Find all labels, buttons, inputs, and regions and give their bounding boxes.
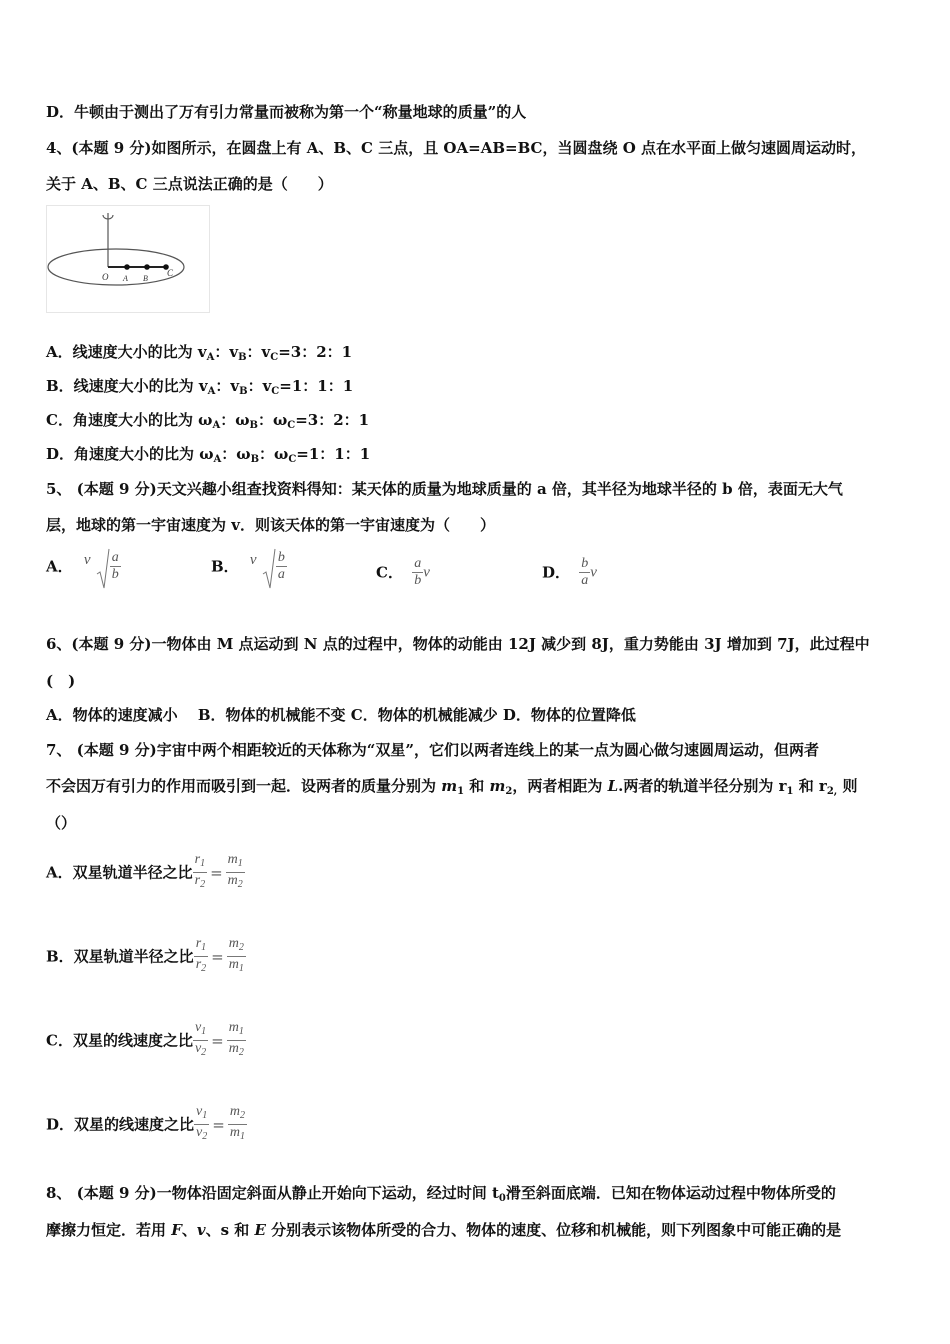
label-a: A xyxy=(123,274,128,283)
q4-option-d: D．角速度大小的比为 $\omega_A$：$\omega_B$：$\omega_C=1$：1：1 xyxy=(46,445,371,465)
q4-option-b: B．线速度大小的比为 $v_A$：$v_B$：$v_C=1$：1：1 xyxy=(46,377,354,397)
q8-stem-line2: 摩擦力恒定．若用 F、v、s 和 E 分别表示该物体所受的合力、物体的速度、位移和机械能，则下列图象中可能正确的是 xyxy=(46,1221,842,1239)
q6-options: A．物体的速度减小 B．物体的机械能不变 C．物体的机械能减少 D．物体的位置降低 xyxy=(46,706,636,724)
q4-option-c: C．角速度大小的比为 $\omega_A$：$\omega_B$：$\omega_C=3$：2：1 xyxy=(46,411,370,431)
q7-option-a: A．双星轨道半径之比 $\frac{r_1}{r_2}$ = $\frac{m_1}{m_2}$ xyxy=(46,852,243,890)
q5-option-d: D． $\frac{b}{a}$ v xyxy=(542,556,597,588)
radical-sign xyxy=(96,548,110,590)
q7-option-b: B．双星轨道半径之比 $\frac{r_1}{r_2}$ = $\frac{m_2}{m_1}$ xyxy=(46,936,244,974)
label-o: O xyxy=(102,272,109,282)
sqrt-symbol: $\frac{b}{a}$ xyxy=(262,550,287,583)
q6-stem-line2: ( ) xyxy=(46,672,76,690)
q5-stem-line1: 5、 (本题 9 分)天文兴趣小组查找资料得知：某天体的质量为地球质量的 a 倍，其半径为地球半径的 b 倍，表面无大气 xyxy=(46,480,843,498)
q7-option-d: D．双星的线速度之比 $\frac{v_1}{v_2}$ = $\frac{m_2}{m_1}$ xyxy=(46,1104,245,1142)
q6-stem-line1: 6、(本题 9 分)一物体由 M 点运动到 N 点的过程中，物体的动能由 12J 减少到 8J，重力势能由 3J 增加到 7J，此过程中 xyxy=(46,635,870,653)
q7-stem-line3: （） xyxy=(46,814,77,832)
q4-disc-figure xyxy=(46,205,210,313)
q5-option-b: B． v $\frac{b}{a}$ xyxy=(211,550,287,583)
q7-stem-line1: 7、 (本题 9 分)宇宙中两个相距较近的天体称为“双星”，它们以两者连线上的某一点为圆心做匀速圆周运动，但两者 xyxy=(46,741,819,759)
q4-stem-line2: 关于 A、B、C 三点说法正确的是（ ） xyxy=(46,175,333,193)
q4-stem-line1: 4、(本题 9 分)如图所示，在圆盘上有 A、B、C 三点，且 OA=AB=BC，当圆盘绕 O 点在水平面上做匀速圆周运动时， xyxy=(46,139,867,157)
q5-option-a: A． v $\frac{a}{b}$ xyxy=(46,550,121,583)
radical-sign xyxy=(262,548,276,590)
q3-option-d: D．牛顿由于测出了万有引力常量而被称为第一个“称量地球的质量”的人 xyxy=(46,103,527,121)
label-c: C xyxy=(167,268,174,278)
sqrt-symbol: $\frac{a}{b}$ xyxy=(96,550,121,583)
rotating-disc-diagram xyxy=(46,205,210,313)
q7-stem-line2: 不会因万有引力的作用而吸引到一起．设两者的质量分别为 $m_1$ 和 $m_2$，两者相距为 L.两者的轨道半径分别为 $r_1$ 和 $r_{2,}$ 则 xyxy=(46,777,858,797)
point-a xyxy=(124,264,130,270)
q5-stem-line2: 层，地球的第一宇宙速度为 v．则该天体的第一宇宙速度为（ ） xyxy=(46,516,495,534)
q8-stem-line1: 8、 (本题 9 分)一物体沿固定斜面从静止开始向下运动，经过时间 $t_0$滑至斜面底端．已知在物体运动过程中物体所受的 xyxy=(46,1184,836,1204)
q5-option-c: C． $\frac{a}{b}$ v xyxy=(376,556,430,588)
q4-option-a: A．线速度大小的比为 $v_A$：$v_B$：$v_C=3$：2：1 xyxy=(46,343,353,363)
point-b xyxy=(144,264,150,270)
q7-option-c: C．双星的线速度之比 $\frac{v_1}{v_2}$ = $\frac{m_1}{m_2}$ xyxy=(46,1020,244,1058)
label-b: B xyxy=(143,274,148,283)
